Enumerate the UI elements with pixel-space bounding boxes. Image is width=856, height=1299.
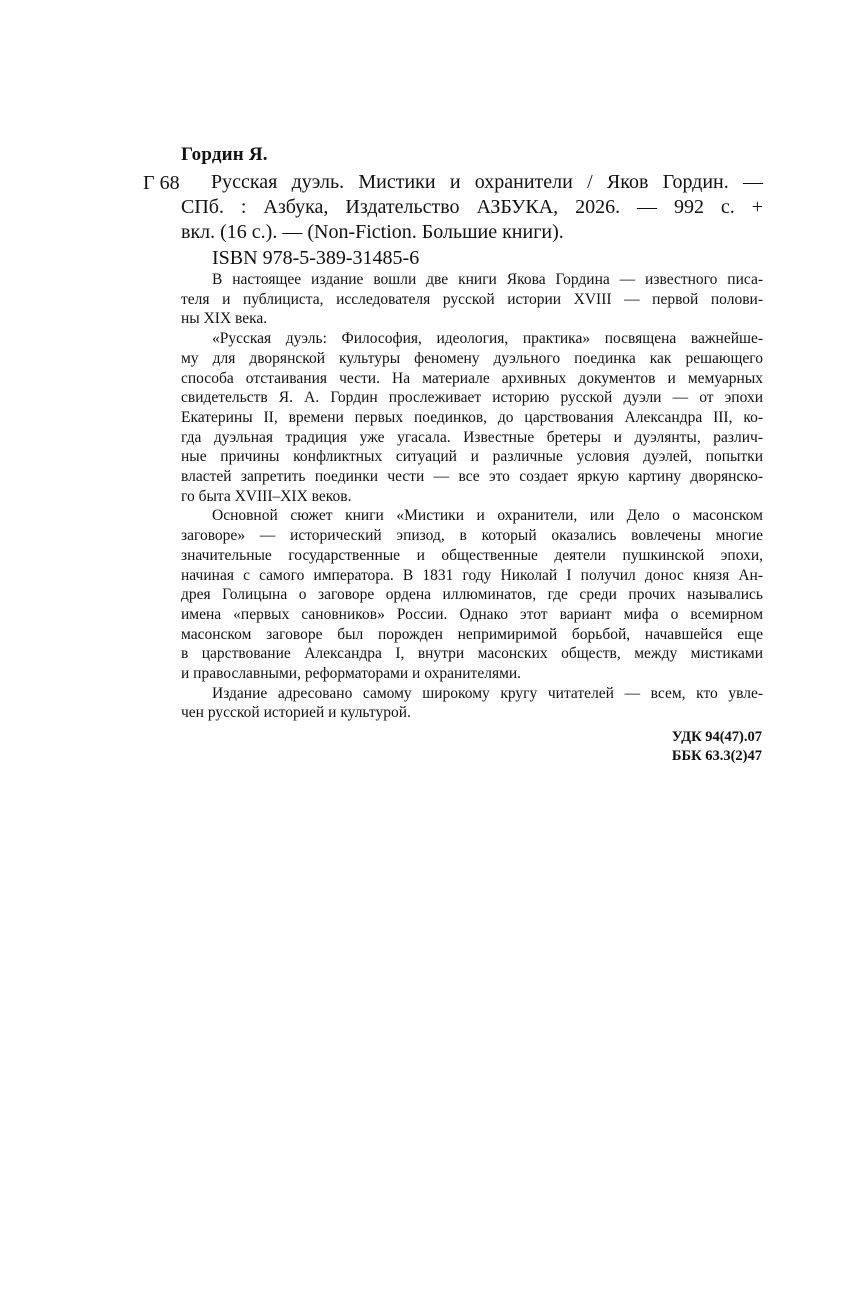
annotation-line: способа отстаивания чести. На материале архивных документов и мемуарных xyxy=(181,369,763,387)
annotation-line: чен русской историей и культурой. xyxy=(181,704,411,722)
annotation-line: го быта XVIII–XIX веков. xyxy=(181,487,352,505)
annotation-line: гда дуэльная традиция уже угасала. Известные бретеры и дуэлянты, различ- xyxy=(181,428,763,446)
description-line: Русская дуэль. Мистики и охранители / Яков Гордин. — xyxy=(211,171,763,193)
annotation-line: ные причины конфликтных ситуаций и различные условия дуэлей, попытки xyxy=(181,448,763,466)
annotation-line: значительные государственные и общественные деятели пушкинской эпохи, xyxy=(181,546,763,564)
annotation-line: дрея Голицына о заговоре ордена иллюминатов, где среди прочих назывались xyxy=(181,586,763,604)
annotation-line: В настоящее издание вошли две книги Якова Гордина — известного писа- xyxy=(212,271,763,288)
annotation-line: му для дворянской культуры феномену дуэльного поединка как решающего xyxy=(181,349,763,367)
author-heading: Гордин Я. xyxy=(181,144,268,165)
annotation-line: «Русская дуэль: Философия, идеология, практика» посвящена важнейше- xyxy=(212,330,763,348)
annotation-line: Основной сюжет книги «Мистики и охранители, или Дело о масонском xyxy=(212,507,763,525)
annotation-line: начиная с самого императора. В 1831 году Николай I получил донос князя Ан- xyxy=(181,566,763,584)
bbk-code: ББК 63.3(2)47 xyxy=(671,748,762,764)
annotation-line: заговоре» — исторический эпизод, в который оказались вовлечены многие xyxy=(181,527,763,545)
annotation-line: теля и публициста, исследователя русской истории XVIII — первой полови- xyxy=(181,290,763,308)
annotation-line: масонском заговоре был порожден непримиримой борьбой, начавшейся еще xyxy=(181,625,763,643)
annotation-line: и православными, реформаторами и охранителями. xyxy=(181,665,522,683)
udk-code: УДК 94(47).07 xyxy=(671,729,762,745)
description-line: вкл. (16 с.). — (Non-Fiction. Большие книги). xyxy=(181,221,564,243)
annotation-line: Екатерины II, времени первых поединков, до царствования Александра III, ко- xyxy=(181,408,763,426)
annotation-line: в царствование Александра I, внутри масонских обществ, между мистиками xyxy=(181,645,763,663)
annotation-line: ны XIX века. xyxy=(181,310,268,328)
annotation-line: Издание адресовано самому широкому кругу читателей — всем, кто увле- xyxy=(212,684,763,702)
isbn: ISBN 978-5-389-31485-6 xyxy=(212,247,420,269)
description-line: СПб. : Азбука, Издательство АЗБУКА, 2026. — 992 с. + xyxy=(181,196,763,218)
annotation xyxy=(181,270,763,723)
annotation-line: имена «первых сановников» России. Однако этот вариант мифа о всемирном xyxy=(181,605,763,623)
classification-codes xyxy=(672,728,762,766)
annotation-line: свидетельств Я. А. Гордин прослеживает историю русской дуэли — от эпохи xyxy=(181,389,763,407)
library-code: Г 68 xyxy=(143,172,180,194)
annotation-line: властей запретить поединки чести — все это создает яркую картину дворянско- xyxy=(181,468,763,486)
bibliographic-description xyxy=(181,170,763,245)
